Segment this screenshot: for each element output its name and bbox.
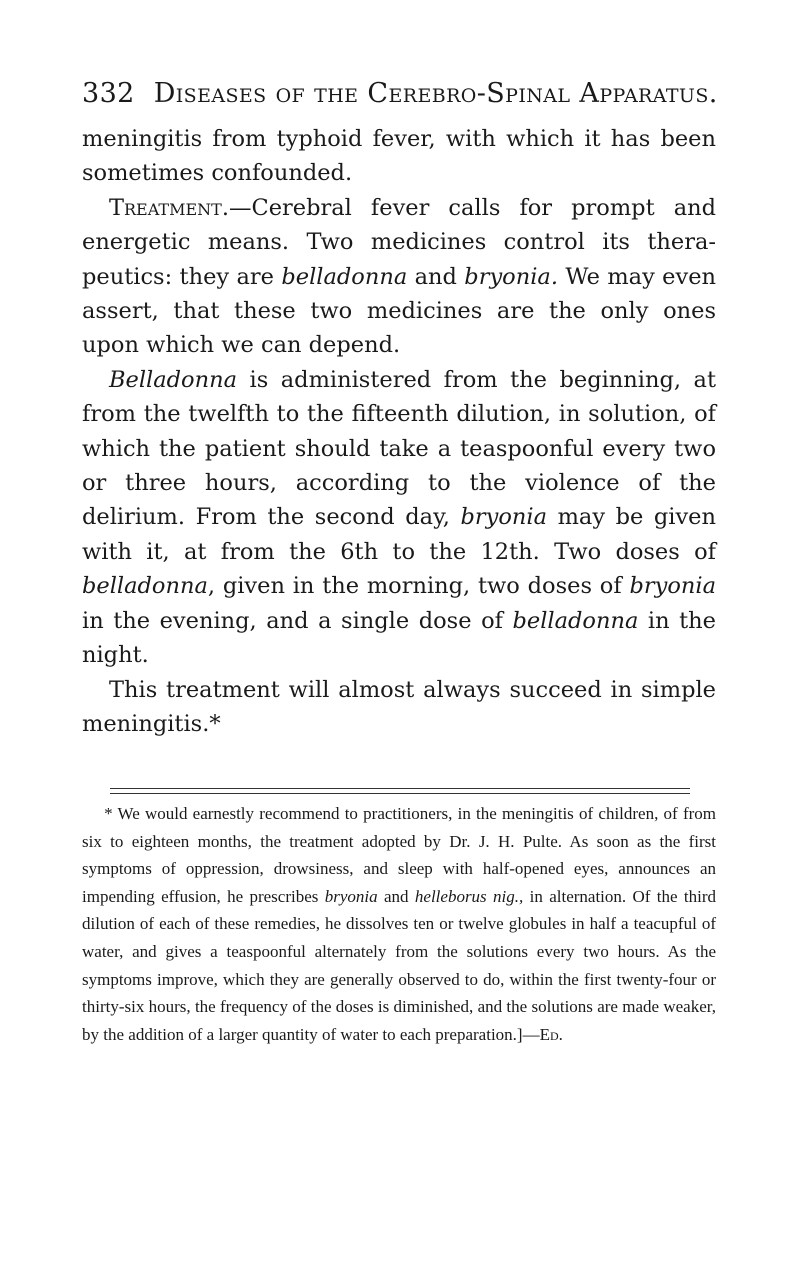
paragraph-conclusion: This treatment will almost always succeed in simple meningitis.* <box>82 676 716 737</box>
text-run: —Cerebral fever calls for prompt and energetic means. Two medicines control its therapeutics: they are <box>82 194 716 290</box>
text-run: , given in the morning, two doses of <box>207 573 630 600</box>
text-run: and <box>377 886 415 906</box>
italic-term: bryonia <box>324 886 378 906</box>
text-run: is administered from the beginning, at from the twelfth to the fifteenth dilution, in solution, of which the patient should take a teaspoonful every two or three hours, according to the violence of the delirium. From the second day, <box>82 366 716 531</box>
paragraph-belladonna <box>82 363 716 673</box>
italic-term: bryonia <box>460 504 548 531</box>
text-run: may be given with it, at from the 6th to the 12th. Two doses of <box>82 504 716 565</box>
italic-term: bryonia. <box>464 263 558 290</box>
text-run: and <box>407 263 465 290</box>
italic-term: Belladonna <box>109 366 238 393</box>
footnote-paragraph <box>82 800 716 1048</box>
divider-line <box>110 793 690 794</box>
italic-term: belladonna <box>281 263 408 290</box>
italic-term: bryonia <box>629 573 716 600</box>
footnote-divider <box>110 788 690 798</box>
text-run: * We would earnestly recommend to practitioners, in the meningitis of children, of from six to eighteen months, the treatment adopted by Dr. J. H. Pulte. As soon as the first symptoms of oppression, drowsiness, and sleep with half-opened eyes, announces an impending effusion, he prescribes <box>82 804 716 906</box>
text-run: We may even assert, that these two medicines are the only ones upon which we can depend. <box>82 263 716 359</box>
paragraph-continuation: meningitis from typhoid fever, with which it has been sometimes confounded. <box>82 126 716 187</box>
running-title: Diseases of the Cerebro-Spinal Apparatus. <box>153 78 718 109</box>
running-header <box>82 78 718 109</box>
italic-term: helleborus nig., <box>414 886 524 906</box>
editor-signature: Ed. <box>539 1024 563 1044</box>
italic-term: belladonna <box>82 573 208 600</box>
main-text <box>82 122 716 741</box>
divider-line <box>110 788 690 789</box>
italic-term: belladonna <box>512 607 639 634</box>
paragraph-treatment <box>82 191 716 363</box>
text-run: in alternation. Of the third dilution of each of these remedies, he dissolves ten or twelve globules in half a teacupful of water, and gives a teaspoonful alternately from the solutions every two hours. As the symptoms improve, which they are generally observed to do, within the first twenty-four or thirty-six hours, the frequency of the doses is diminished, and the solutions are made weaker, by the addition of a larger quantity of water to each preparation.]— <box>82 886 717 1044</box>
text-run: in the night. <box>82 607 716 669</box>
section-label: Treatment. <box>109 194 229 221</box>
text-run: in the evening, and a single dose of <box>82 607 513 634</box>
page-number: 332 <box>82 78 135 109</box>
footnote <box>82 800 716 1048</box>
